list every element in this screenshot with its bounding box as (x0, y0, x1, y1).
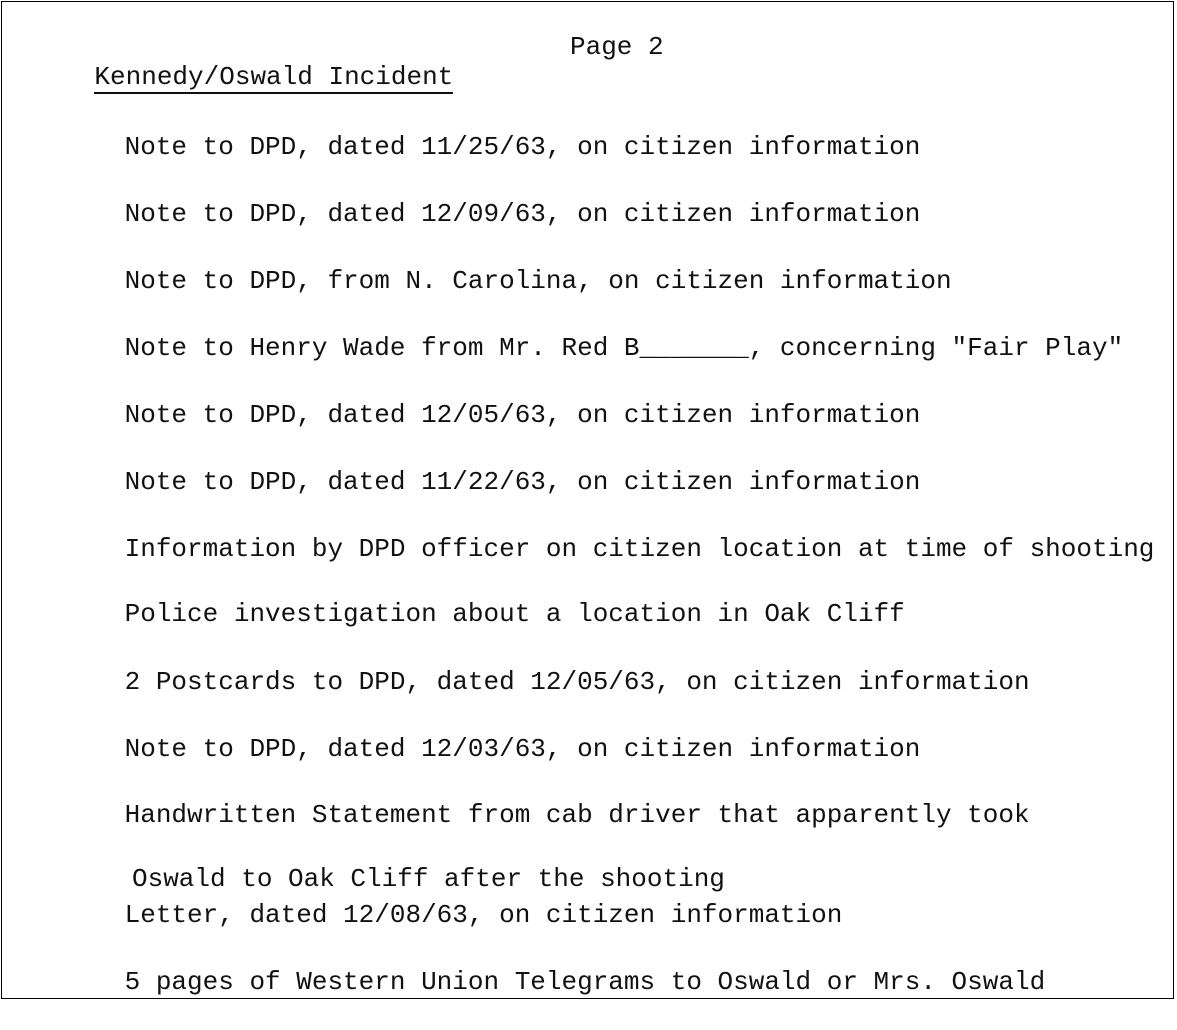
entry-text: Note to DPD, dated 11/22/63, on citizen information (124, 467, 921, 497)
entry-text: Handwritten Statement from cab driver that apparently took (124, 800, 1030, 830)
page-number: Page 2 (570, 32, 664, 62)
entry-text: Note to DPD, dated 12/03/63, on citizen information (124, 734, 921, 764)
entry-text: Note to DPD, dated 11/25/63, on citizen information (124, 132, 921, 162)
entry-continuation-text: Oswald to Oak Cliff after the shooting (132, 864, 725, 894)
entry-text: Note to DPD, dated 12/09/63, on citizen information (124, 199, 921, 229)
entry-text: Note to Henry Wade from Mr. Red B_______, concerning "Fair Play" (124, 333, 1124, 363)
document-title: Kennedy/Oswald Incident (94, 62, 454, 92)
entry-text: Letter, dated 12/08/63, on citizen information (124, 900, 843, 930)
entry-text: Note to DPD, dated 12/05/63, on citizen information (124, 400, 921, 430)
document-page (1, 1, 1174, 999)
entry-text: Police investigation about a location in Oak Cliff (124, 599, 905, 629)
list-item (31, 934, 1045, 1030)
entry-text: 5 pages of Western Union Telegrams to Oswald or Mrs. Oswald (124, 967, 1046, 997)
entry-text: 2 Postcards to DPD, dated 12/05/63, on citizen information (124, 667, 1030, 697)
entry-text: Information by DPD officer on citizen location at time of shooting (124, 534, 1155, 564)
entry-text: Note to DPD, from N. Carolina, on citizen information (124, 266, 952, 296)
